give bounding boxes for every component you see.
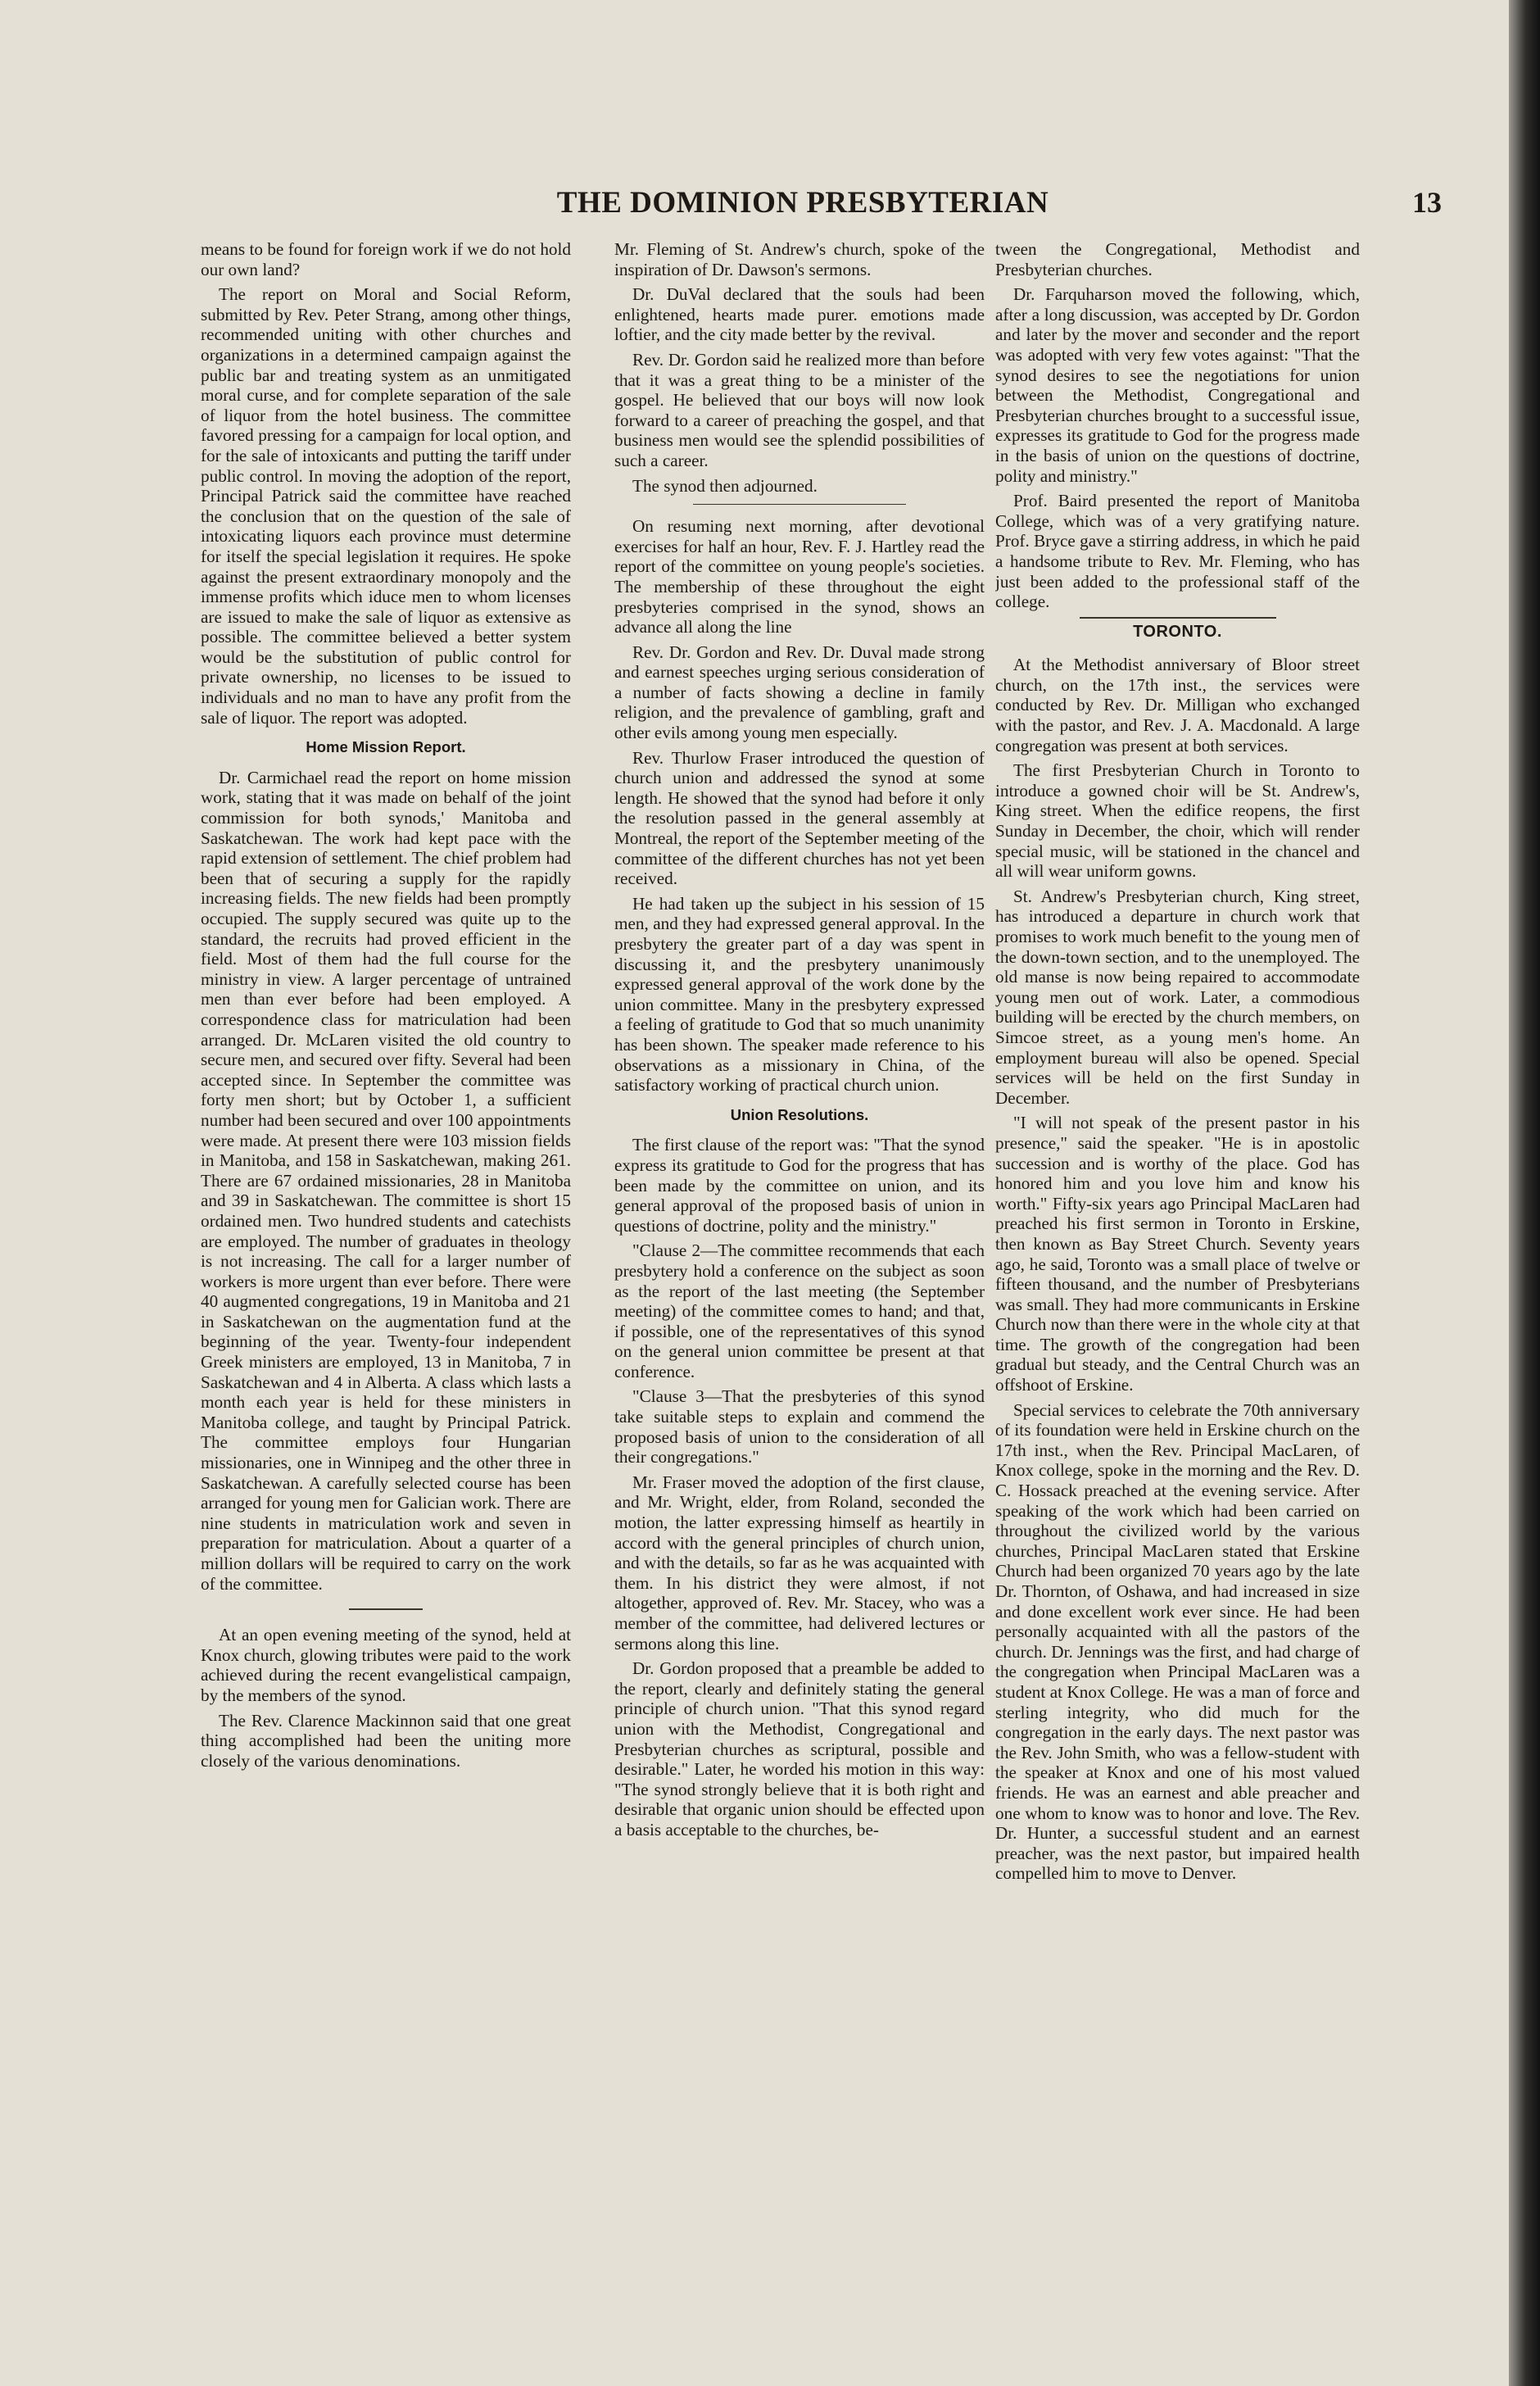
paragraph: At the Methodist anniversary of Bloor street church, on the 17th inst., the services were conducted by Rev. Dr. Milligan who exchanged with the pastor, and Rev. J. A. Macdonald. A large congregation was present at both services. xyxy=(995,655,1360,755)
paragraph: The synod then adjourned. xyxy=(632,475,818,496)
paragraph: Dr. Gordon proposed that a preamble be added to the report, clearly and definitely stating the general principle of church union. "That this synod regard union with the Methodist, Congregational and Presbyterian churches as scriptural, possible and desirable." Later, he worded his motion in this way: "The synod strongly believe that it is both right and desirable that organic union should be effected upon a basis acceptable to the churches, be- xyxy=(614,1658,985,1839)
column-middle xyxy=(614,239,985,2337)
paragraph: The first clause of the report was: "That the synod express its gratitude to God for the progress that has been made by the committee on union, and its general approval of the proposed basis of union in questions of doctrine, polity and the ministry." xyxy=(614,1135,985,1236)
paragraph: Prof. Baird presented the report of Manitoba College, which was of a very gratifying nature. Prof. Bryce gave a stirring address, in which he paid a handsome tribute to Rev. Mr. Fleming, who has just been added to the professional staff of the college. xyxy=(995,491,1360,612)
paragraph: Dr. Farquharson moved the following, which, after a long discussion, was accepted by Dr. Gordon and later by the mover and seconder and the report was adopted with very few votes against: "That the synod desires to see the negotiations for union between the Methodist, Congregational and Presbyterian churches brought to a successful issue, expresses its gratitude to God for the progress made in the basis of union on the questions of doctrine, polity and ministry." xyxy=(995,284,1360,486)
paragraph: At an open evening meeting of the synod, held at Knox church, glowing tributes were paid to the work achieved during the recent evangelistical campaign, by the members of the synod. xyxy=(201,1625,571,1705)
paragraph: Mr. Fraser moved the adoption of the first clause, and Mr. Wright, elder, from Roland, seconded the motion, the latter expressing himself as heartily in accord with the general principles of church union, and with the details, so far as he was acquainted with them. In his district they were almost, if not altogether, approved of. Rev. Mr. Stacey, who was a member of the committee, had delivered lectures or sermons along this line. xyxy=(614,1472,985,1653)
divider-rule xyxy=(349,1608,423,1610)
paragraph: On resuming next morning, after devotional exercises for half an hour, Rev. F. J. Hartley read the report of the committee on young people's societies. The membership of these throughout the eight presbyteries comprised in the synod, shows an advance all along the line xyxy=(614,516,985,637)
paragraph: Dr. DuVal declared that the souls had been enlightened, hearts made purer. emotions made loftier, and the city made better by the revival. xyxy=(614,284,985,345)
divider-rule xyxy=(693,504,906,505)
paragraph: St. Andrew's Presbyterian church, King street, has introduced a departure in church work that promises to work much benefit to the young men of the down-town section, and to the unemployed. The old manse is now being repaired to accommodate young men out of work. Later, a commodious building will be erected by the church members, on Simcoe street, as a young men's home. An employment bureau will also be opened. Special services will be held on the first Sunday in December. xyxy=(995,886,1360,1108)
paragraph: The first Presbyterian Church in Toronto to introduce a gowned choir will be St. Andrew's, King street. When the edifice reopens, the first Sunday in December, the choir, which will render special music, will be stationed in the chancel and all will wear uniform gowns. xyxy=(995,760,1360,882)
scan-border xyxy=(1509,0,1540,2386)
paragraph: "Clause 2—The committee recommends that each presbytery hold a conference on the subject as soon as the report of the last meeting (the September meeting) of the committee comes to hand; and that, if possible, one of the representatives of this synod on the general union committee be present at that conference. xyxy=(614,1241,985,1381)
page-number: 13 xyxy=(1412,186,1442,219)
paragraph: Rev. Thurlow Fraser introduced the question of church union and addressed the synod at some length. He showed that the synod had before it only the resolution passed in the general assembly at Montreal, the report of the September meeting of the committee of the different churches has not yet been received. xyxy=(614,747,985,889)
article-columns xyxy=(201,239,1360,2337)
paragraph: Special services to celebrate the 70th anniversary of its foundation were held in Erskine church on the 17th inst., when the Rev. Principal MacLaren, of Knox college, spoke in the morning and the Rev. D. C. Hossack preached at the evening service. After speaking of the work which had been carried on throughout the civilized world by the various churches, Principal MacLaren stated that Erskine Church had been organized 70 years ago by the late Dr. Thornton, of Oshawa, and had increased in size and done excellent work ever since. He had been personally acquainted with all the pastors of the church. Dr. Jennings was the first, and had charge of the congregation when Principal MacLaren was a student at Knox College. He was a man of force and sterling integrity, who did much for the congregation in the early days. The next pastor was the Rev. John Smith, who was a fellow-student with the speaker at Knox and one of his most valued friends. He was an earnest and able preacher and one whom to know was to honor and love. The Rev. Dr. Hunter, a successful student and an earnest preacher, was the next pastor, but impaired health compelled him to move to Denver. xyxy=(995,1399,1360,1884)
paragraph: "Clause 3—That the presbyteries of this synod take suitable steps to explain and commend the proposed basis of union to the consideration of all their congregations." xyxy=(614,1386,985,1467)
paragraph: means to be found for foreign work if we do not hold our own land? xyxy=(201,239,571,279)
column-right xyxy=(995,239,1360,2337)
section-heading: Union Resolutions. xyxy=(730,1105,869,1123)
paragraph: Mr. Fleming of St. Andrew's church, spoke of the inspiration of Dr. Dawson's sermons. xyxy=(614,239,985,279)
paragraph: "I will not speak of the present pastor in his presence," said the speaker. "He is in apostolic succession and is worthy of the place. God has honored him and you love him and know his worth." Fifty-six years ago Principal MacLaren had preached his first sermon in Toronto in Erskine, then known as Bay Street Church. Seventy years ago, he said, Toronto was a small place of twelve or fifteen thousand, and the number of Presbyterians was small. They had more communicants in Erskine Church now than there were in the whole city at that time. The growth of the congregation had been gradual but steady, and the Central Church was an offshoot of Erskine. xyxy=(995,1113,1360,1395)
paragraph: The Rev. Clarence Mackinnon said that one great thing accomplished had been the uniting more closely of the various denominations. xyxy=(201,1710,571,1771)
section-heading: Home Mission Report. xyxy=(306,738,466,756)
page-header xyxy=(188,185,1442,234)
paragraph: Dr. Carmichael read the report on home mission work, stating that it was made on behalf of the joint commission for both synods,' Manitoba and Saskatchewan. The work had kept pace with the rapid extension of settlement. The chief problem had been that of securing a supply for the rapidly increasing fields. The new fields had been promptly occupied. The supply secured was quite up to the standard, the recruits had proved efficient in the field. Most of them had the full course for the ministry in view. A larger percentage of untrained men than ever before had been employed. A correspondence class for matriculation had been arranged. Dr. McLaren visited the old country to secure men, and secured over fifty. Several had been accepted since. In September the committee was forty men short; but by October 1, a sufficient number had been secured and over 100 appointments were made. At present there were 103 mission fields in Manitoba, and 158 in Saskatchewan, making 261. There are 67 ordained missionaries, 28 in Manitoba and 39 in Saskatchewan. The committee is short 15 ordained men. Two hundred students and catechists are employed. The number of graduates in theology is not increasing. The call for a larger number of workers is more urgent than ever before. There were 40 augmented congregations, 19 in Manitoba and 21 in Saskatchewan on the augmentation fund at the beginning of the year. Twenty-four independent Greek ministers are employed, 13 in Manitoba, 7 in Saskatchewan and 4 in Alberta. A class which lasts a month each year is held for these ministers in Manitoba college, and taught by Principal Patrick. The committee employs four Hungarian missionaries, one in Winnipeg and the other three in Saskatchewan. A carefully selected course has been arranged for young men for Galician work. There are nine students in matriculation work and seven in preparation for matriculation. About a quarter of a million dollars will be required to carry on the work of the committee. xyxy=(201,767,571,1594)
paragraph: He had taken up the subject in his session of 15 men, and they had expressed general approval. In the presbytery the greater part of a day was spent in discussing it, and the presbytery unanimously expressed general approval of the work done by the union committee. Many in the presbytery expressed a feeling of gratitude to God that so much unanimity has been shown. The speaker made reference to his observations as a missionary in China, of the satisfactory working of practical church union. xyxy=(614,893,985,1095)
column-left xyxy=(201,239,571,2337)
section-heading: TORONTO. xyxy=(1133,622,1222,641)
running-title: THE DOMINION PRESBYTERIAN xyxy=(556,186,1049,220)
divider-rule xyxy=(1080,617,1276,619)
paragraph: The report on Moral and Social Reform, submitted by Rev. Peter Strang, among other things, recommended uniting with other churches and organizations in a determined campaign against the public bar and treating system as an unmitigated moral curse, and for complete separation of the sale of liquor from the hotel business. The committee favored pressing for a campaign for local option, and for the sale of intoxicants and putting the tariff under public control. In moving the adoption of the report, Principal Patrick said the committee have reached the conclusion that on the question of the sale of intoxicating liquors each province must determine for itself the special legislation it requires. He spoke against the present extraordinary monopoly and the immense profits which iduce men to whom licenses are issued to make the sale of liquor as extensive as possible. The committee believed a better system would be the substitution of public control for private ownership, no licenses to be issued to individuals and no man to have any profit from the sale of liquor. The report was adopted. xyxy=(201,284,571,728)
paragraph: Rev. Dr. Gordon and Rev. Dr. Duval made strong and earnest speeches urging serious consideration of a number of facts showing a decline in family religion, and the prevalence of gambling, graft and other evils among young men especially. xyxy=(614,642,985,743)
paragraph: Rev. Dr. Gordon said he realized more than before that it was a great thing to be a minister of the gospel. He believed that our boys will now look forward to a career of preaching the gospel, and that business men would see the splendid possibilities of such a career. xyxy=(614,349,985,470)
paragraph: tween the Congregational, Methodist and Presbyterian churches. xyxy=(995,239,1360,279)
